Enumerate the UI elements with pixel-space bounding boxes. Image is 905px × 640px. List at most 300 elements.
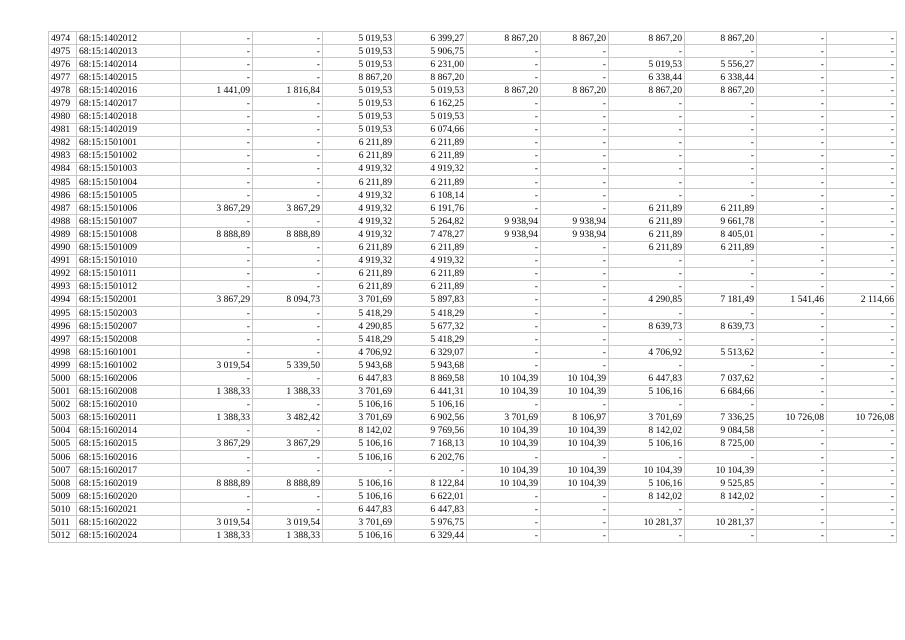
row-number-cell: 5005	[49, 437, 77, 450]
value-cell: 6 211,89	[685, 241, 757, 254]
value-cell: -	[253, 45, 323, 58]
table-row	[49, 176, 897, 189]
value-cell: -	[685, 451, 757, 464]
value-cell: 8 867,20	[541, 84, 609, 97]
value-cell: -	[253, 280, 323, 293]
value-cell: -	[181, 398, 253, 411]
value-cell: 8 122,84	[395, 477, 467, 490]
value-cell: -	[181, 123, 253, 136]
cadastral-number-cell: 68:15:1602017	[77, 464, 181, 477]
value-cell: 6 447,83	[323, 503, 395, 516]
value-cell: -	[827, 267, 897, 280]
cadastral-number-cell: 68:15:1402017	[77, 97, 181, 110]
value-cell: -	[609, 97, 685, 110]
value-cell: -	[541, 293, 609, 306]
value-cell: -	[541, 123, 609, 136]
value-cell: -	[181, 136, 253, 149]
value-cell: 6 211,89	[323, 176, 395, 189]
value-cell: 4 290,85	[609, 293, 685, 306]
value-cell: 6 902,56	[395, 411, 467, 424]
value-cell: 6 211,89	[323, 280, 395, 293]
value-cell: -	[757, 45, 827, 58]
value-cell: 4 706,92	[609, 346, 685, 359]
row-number-cell: 4985	[49, 176, 77, 189]
value-cell: -	[467, 451, 541, 464]
value-cell: -	[685, 529, 757, 542]
value-cell: 6 447,83	[323, 372, 395, 385]
value-cell: 3 701,69	[467, 411, 541, 424]
value-cell: -	[253, 110, 323, 123]
row-number-cell: 4995	[49, 306, 77, 319]
value-cell: -	[757, 215, 827, 228]
table-row	[49, 359, 897, 372]
row-number-cell: 4980	[49, 110, 77, 123]
table-row	[49, 424, 897, 437]
value-cell: 5 906,75	[395, 45, 467, 58]
value-cell: -	[827, 477, 897, 490]
value-cell: -	[467, 71, 541, 84]
row-number-cell: 4978	[49, 84, 77, 97]
value-cell: 6 211,89	[323, 136, 395, 149]
cadastral-number-cell: 68:15:1501011	[77, 267, 181, 280]
value-cell: -	[609, 503, 685, 516]
value-cell: 3 701,69	[323, 385, 395, 398]
value-cell: 8 888,89	[253, 228, 323, 241]
row-number-cell: 4993	[49, 280, 77, 293]
value-cell: 5 019,53	[323, 84, 395, 97]
value-cell: 3 867,29	[253, 437, 323, 450]
value-cell: -	[827, 437, 897, 450]
value-cell: -	[685, 110, 757, 123]
value-cell: -	[757, 32, 827, 45]
row-number-cell: 4990	[49, 241, 77, 254]
cadastral-number-cell: 68:15:1602011	[77, 411, 181, 424]
value-cell: 6 074,66	[395, 123, 467, 136]
value-cell: 9 769,56	[395, 424, 467, 437]
value-cell: 6 441,31	[395, 385, 467, 398]
value-cell: 10 726,08	[827, 411, 897, 424]
value-cell: -	[181, 241, 253, 254]
table-row	[49, 333, 897, 346]
value-cell: -	[609, 123, 685, 136]
table-row	[49, 123, 897, 136]
value-cell: -	[827, 490, 897, 503]
row-number-cell: 4992	[49, 267, 77, 280]
value-cell: -	[253, 241, 323, 254]
value-cell: -	[757, 267, 827, 280]
value-cell: 5 019,53	[323, 45, 395, 58]
cadastral-number-cell: 68:15:1502003	[77, 306, 181, 319]
value-cell: -	[467, 529, 541, 542]
value-cell: -	[757, 464, 827, 477]
value-cell: -	[685, 280, 757, 293]
value-cell: 8 142,02	[609, 424, 685, 437]
value-cell: -	[253, 162, 323, 175]
value-cell: -	[181, 372, 253, 385]
value-cell: -	[609, 529, 685, 542]
value-cell: 10 104,39	[609, 464, 685, 477]
value-cell: 6 211,89	[395, 267, 467, 280]
value-cell: 5 897,83	[395, 293, 467, 306]
value-cell: 10 104,39	[541, 372, 609, 385]
cadastral-number-cell: 68:15:1602021	[77, 503, 181, 516]
value-cell: -	[253, 267, 323, 280]
value-cell: 4 706,92	[323, 346, 395, 359]
value-cell: 1 816,84	[253, 84, 323, 97]
table-row	[49, 477, 897, 490]
value-cell: -	[253, 136, 323, 149]
value-cell: -	[827, 320, 897, 333]
value-cell: 8 867,20	[467, 32, 541, 45]
cadastral-number-cell: 68:15:1602010	[77, 398, 181, 411]
value-cell: -	[685, 503, 757, 516]
data-table	[48, 31, 897, 543]
value-cell: -	[827, 385, 897, 398]
value-cell: -	[541, 490, 609, 503]
value-cell: -	[541, 267, 609, 280]
value-cell: 5 106,16	[609, 437, 685, 450]
value-cell: 5 264,82	[395, 215, 467, 228]
value-cell: -	[685, 398, 757, 411]
value-cell: -	[541, 136, 609, 149]
row-number-cell: 4994	[49, 293, 77, 306]
value-cell: 6 108,14	[395, 189, 467, 202]
table-row	[49, 228, 897, 241]
value-cell: 6 202,76	[395, 451, 467, 464]
table-row	[49, 97, 897, 110]
value-cell: 3 019,54	[181, 516, 253, 529]
value-cell: -	[541, 202, 609, 215]
value-cell: -	[827, 136, 897, 149]
value-cell: -	[757, 110, 827, 123]
value-cell: 10 104,39	[467, 437, 541, 450]
value-cell: 10 281,37	[685, 516, 757, 529]
value-cell: -	[609, 306, 685, 319]
row-number-cell: 4998	[49, 346, 77, 359]
row-number-cell: 5008	[49, 477, 77, 490]
value-cell: -	[685, 97, 757, 110]
value-cell: 6 211,89	[395, 176, 467, 189]
cadastral-number-cell: 68:15:1501002	[77, 149, 181, 162]
table-row	[49, 110, 897, 123]
cadastral-number-cell: 68:15:1601002	[77, 359, 181, 372]
value-cell: -	[757, 306, 827, 319]
cadastral-number-cell: 68:15:1602015	[77, 437, 181, 450]
value-cell: 1 441,09	[181, 84, 253, 97]
value-cell: -	[253, 464, 323, 477]
value-cell: -	[685, 136, 757, 149]
value-cell: 5 106,16	[609, 385, 685, 398]
value-cell: 6 211,89	[323, 267, 395, 280]
value-cell: -	[181, 32, 253, 45]
value-cell: 10 104,39	[541, 424, 609, 437]
value-cell: 6 211,89	[395, 136, 467, 149]
value-cell: 5 019,53	[323, 58, 395, 71]
row-number-cell: 4979	[49, 97, 77, 110]
cadastral-number-cell: 68:15:1502008	[77, 333, 181, 346]
value-cell: 1 388,33	[181, 411, 253, 424]
row-number-cell: 4974	[49, 32, 77, 45]
value-cell: 3 867,29	[181, 437, 253, 450]
value-cell: 10 104,39	[541, 464, 609, 477]
value-cell: -	[827, 162, 897, 175]
value-cell: -	[253, 333, 323, 346]
value-cell: -	[685, 176, 757, 189]
value-cell: 10 281,37	[609, 516, 685, 529]
table-row	[49, 464, 897, 477]
value-cell: 5 106,16	[323, 529, 395, 542]
value-cell: 3 701,69	[323, 516, 395, 529]
value-cell: -	[467, 503, 541, 516]
value-cell: -	[181, 320, 253, 333]
value-cell: -	[541, 189, 609, 202]
value-cell: -	[467, 241, 541, 254]
value-cell: 4 919,32	[323, 228, 395, 241]
row-number-cell: 4987	[49, 202, 77, 215]
value-cell: 5 106,16	[323, 398, 395, 411]
value-cell: 5 976,75	[395, 516, 467, 529]
value-cell: -	[395, 464, 467, 477]
value-cell: -	[685, 189, 757, 202]
value-cell: -	[609, 280, 685, 293]
value-cell: -	[253, 346, 323, 359]
value-cell: -	[253, 398, 323, 411]
value-cell: -	[685, 45, 757, 58]
value-cell: 6 211,89	[395, 241, 467, 254]
value-cell: -	[685, 333, 757, 346]
value-cell: 3 019,54	[181, 359, 253, 372]
value-cell: 6 338,44	[685, 71, 757, 84]
cadastral-number-cell: 68:15:1502007	[77, 320, 181, 333]
value-cell: -	[757, 529, 827, 542]
value-cell: 8 142,02	[323, 424, 395, 437]
value-cell: -	[757, 136, 827, 149]
value-cell: -	[757, 202, 827, 215]
value-cell: 5 019,53	[323, 32, 395, 45]
value-cell: -	[467, 176, 541, 189]
value-cell: -	[827, 84, 897, 97]
value-cell: -	[541, 254, 609, 267]
value-cell: -	[757, 241, 827, 254]
value-cell: -	[467, 254, 541, 267]
value-cell: -	[181, 306, 253, 319]
value-cell: 8 867,20	[609, 84, 685, 97]
value-cell: -	[827, 58, 897, 71]
value-cell: 1 388,33	[253, 529, 323, 542]
row-number-cell: 4997	[49, 333, 77, 346]
value-cell: -	[253, 123, 323, 136]
value-cell: -	[609, 110, 685, 123]
value-cell: 7 168,13	[395, 437, 467, 450]
cadastral-number-cell: 68:15:1501007	[77, 215, 181, 228]
value-cell: 4 919,32	[323, 215, 395, 228]
value-cell: -	[467, 398, 541, 411]
value-cell: -	[181, 464, 253, 477]
value-cell: 10 104,39	[467, 424, 541, 437]
value-cell: -	[827, 202, 897, 215]
value-cell: -	[827, 451, 897, 464]
value-cell: 5 106,16	[323, 451, 395, 464]
value-cell: -	[827, 241, 897, 254]
value-cell: -	[827, 215, 897, 228]
cadastral-number-cell: 68:15:1501003	[77, 162, 181, 175]
value-cell: 4 919,32	[323, 189, 395, 202]
value-cell: -	[827, 71, 897, 84]
value-cell: -	[757, 280, 827, 293]
value-cell: -	[467, 162, 541, 175]
row-number-cell: 5010	[49, 503, 77, 516]
value-cell: -	[253, 176, 323, 189]
cadastral-number-cell: 68:15:1501008	[77, 228, 181, 241]
value-cell: 6 622,01	[395, 490, 467, 503]
table-row	[49, 32, 897, 45]
value-cell: -	[467, 516, 541, 529]
value-cell: -	[757, 320, 827, 333]
table-row	[49, 149, 897, 162]
value-cell: -	[827, 503, 897, 516]
value-cell: 6 447,83	[395, 503, 467, 516]
value-cell: -	[541, 110, 609, 123]
value-cell: -	[181, 71, 253, 84]
table-row	[49, 490, 897, 503]
row-number-cell: 4991	[49, 254, 77, 267]
value-cell: -	[827, 424, 897, 437]
value-cell: 5 418,29	[395, 333, 467, 346]
value-cell: -	[609, 189, 685, 202]
cadastral-number-cell: 68:15:1402015	[77, 71, 181, 84]
row-number-cell: 5011	[49, 516, 77, 529]
value-cell: 8 867,20	[685, 84, 757, 97]
value-cell: -	[827, 176, 897, 189]
value-cell: -	[685, 254, 757, 267]
value-cell: 6 399,27	[395, 32, 467, 45]
value-cell: -	[253, 32, 323, 45]
value-cell: -	[467, 306, 541, 319]
value-cell: -	[541, 320, 609, 333]
value-cell: 5 019,53	[323, 97, 395, 110]
value-cell: -	[685, 267, 757, 280]
cadastral-number-cell: 68:15:1602022	[77, 516, 181, 529]
value-cell: -	[181, 149, 253, 162]
value-cell: 3 482,42	[253, 411, 323, 424]
value-cell: -	[827, 149, 897, 162]
cadastral-number-cell: 68:15:1602024	[77, 529, 181, 542]
value-cell: 8 725,00	[685, 437, 757, 450]
value-cell: 10 104,39	[541, 477, 609, 490]
value-cell: -	[541, 162, 609, 175]
value-cell: 8 869,58	[395, 372, 467, 385]
value-cell: 8 142,02	[609, 490, 685, 503]
value-cell: -	[757, 228, 827, 241]
value-cell: -	[181, 176, 253, 189]
value-cell: -	[541, 176, 609, 189]
value-cell: -	[757, 451, 827, 464]
value-cell: 5 418,29	[395, 306, 467, 319]
value-cell: -	[757, 477, 827, 490]
value-cell: 6 211,89	[609, 215, 685, 228]
value-cell: 1 388,33	[253, 385, 323, 398]
value-cell: 3 701,69	[609, 411, 685, 424]
value-cell: 6 211,89	[323, 149, 395, 162]
value-cell: -	[467, 123, 541, 136]
cadastral-number-cell: 68:15:1602020	[77, 490, 181, 503]
cadastral-number-cell: 68:15:1602019	[77, 477, 181, 490]
value-cell: 6 211,89	[323, 241, 395, 254]
value-cell: -	[757, 437, 827, 450]
value-cell: 3 867,29	[181, 202, 253, 215]
value-cell: -	[541, 97, 609, 110]
value-cell: 8 888,89	[253, 477, 323, 490]
value-cell: -	[467, 359, 541, 372]
cadastral-number-cell: 68:15:1402014	[77, 58, 181, 71]
value-cell: -	[467, 346, 541, 359]
value-cell: -	[467, 189, 541, 202]
value-cell: 9 661,78	[685, 215, 757, 228]
row-number-cell: 5012	[49, 529, 77, 542]
table-row	[49, 267, 897, 280]
value-cell: -	[827, 97, 897, 110]
table-row	[49, 411, 897, 424]
value-cell: -	[609, 267, 685, 280]
value-cell: -	[685, 306, 757, 319]
cadastral-number-cell: 68:15:1601001	[77, 346, 181, 359]
value-cell: -	[253, 189, 323, 202]
row-number-cell: 5006	[49, 451, 77, 464]
value-cell: -	[827, 110, 897, 123]
value-cell: -	[181, 490, 253, 503]
value-cell: -	[827, 398, 897, 411]
value-cell: -	[181, 451, 253, 464]
value-cell: -	[467, 149, 541, 162]
value-cell: -	[541, 45, 609, 58]
value-cell: 5 677,32	[395, 320, 467, 333]
value-cell: 5 106,16	[323, 490, 395, 503]
row-number-cell: 4996	[49, 320, 77, 333]
cadastral-number-cell: 68:15:1602008	[77, 385, 181, 398]
value-cell: -	[609, 136, 685, 149]
value-cell: -	[541, 241, 609, 254]
value-cell: 8 888,89	[181, 228, 253, 241]
value-cell: -	[757, 123, 827, 136]
value-cell: 7 181,49	[685, 293, 757, 306]
value-cell: -	[541, 149, 609, 162]
value-cell: 10 104,39	[467, 477, 541, 490]
row-number-cell: 4989	[49, 228, 77, 241]
row-number-cell: 4977	[49, 71, 77, 84]
value-cell: -	[541, 306, 609, 319]
value-cell: -	[827, 228, 897, 241]
row-number-cell: 5004	[49, 424, 77, 437]
value-cell: -	[181, 424, 253, 437]
value-cell: -	[827, 359, 897, 372]
value-cell: 6 329,07	[395, 346, 467, 359]
value-cell: 9 938,94	[467, 215, 541, 228]
value-cell: -	[757, 84, 827, 97]
value-cell: -	[181, 254, 253, 267]
value-cell: 4 919,32	[323, 162, 395, 175]
value-cell: 6 329,44	[395, 529, 467, 542]
value-cell: 3 867,29	[253, 202, 323, 215]
cadastral-number-cell: 68:15:1502001	[77, 293, 181, 306]
row-number-cell: 5003	[49, 411, 77, 424]
value-cell: 3 701,69	[323, 411, 395, 424]
value-cell: 5 019,53	[609, 58, 685, 71]
value-cell: 5 019,53	[323, 123, 395, 136]
table-row	[49, 346, 897, 359]
value-cell: 5 019,53	[395, 110, 467, 123]
cadastral-number-cell: 68:15:1602016	[77, 451, 181, 464]
table-row	[49, 162, 897, 175]
